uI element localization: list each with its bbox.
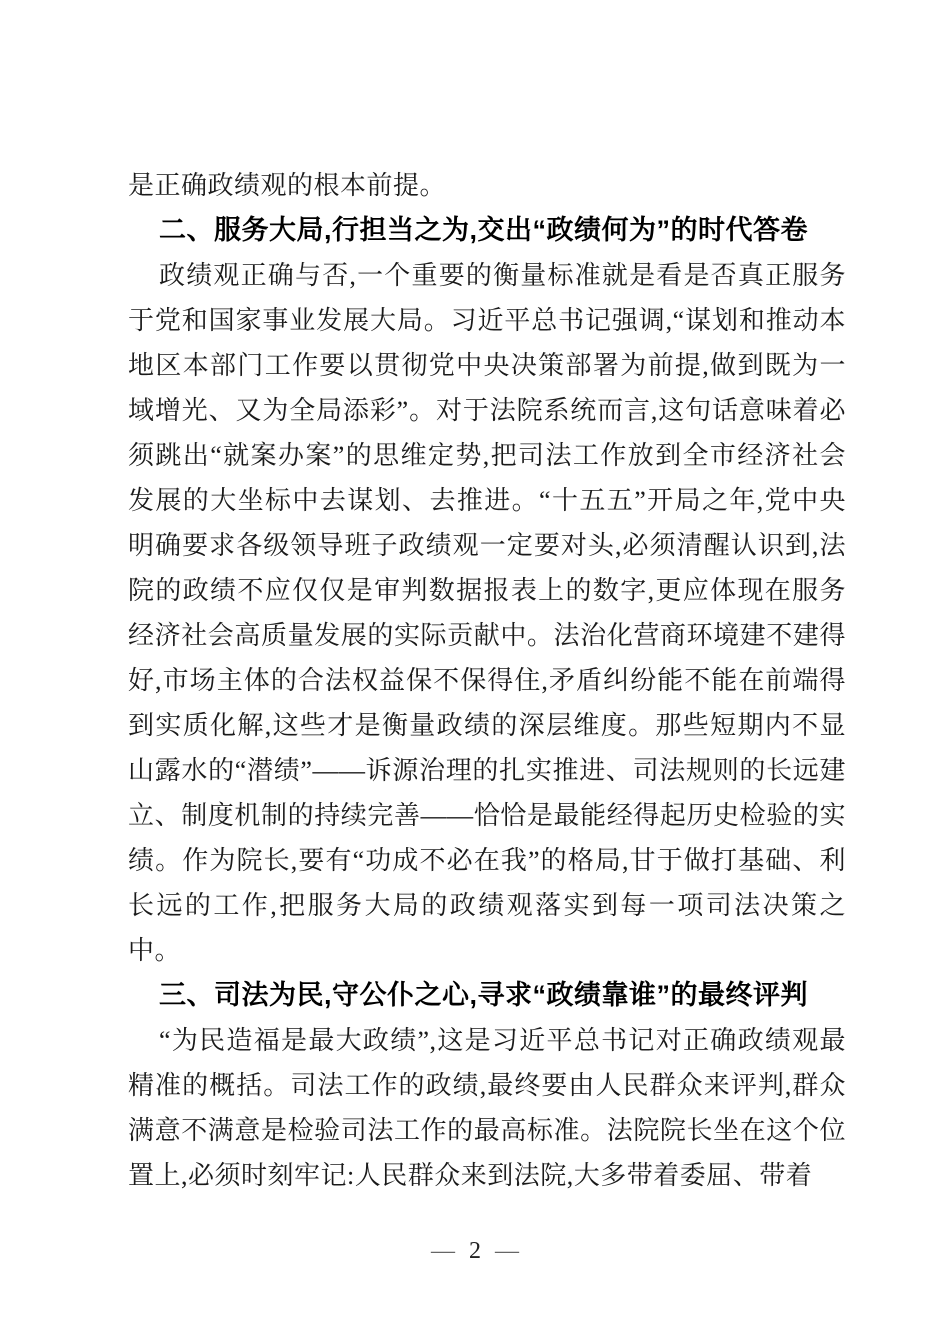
section-heading-3: 三、司法为民,守公仆之心,寻求“政绩靠谁”的最终评判 [159, 980, 809, 1010]
page-footer [0, 1236, 950, 1266]
page-number: 2 [469, 1238, 481, 1264]
section-3-paragraph: “为民造福是最大政绩”,这是习近平总书记对正确政绩观最精准的概括。司法工作的政绩,最终要由人民群众来评判,群众满意不满意是检验司法工作的最高标准。法院院长坐在这个位置上,必须时刻牢记:人民群众来到法院,大多带着委屈、带着 [128, 1026, 846, 1190]
document-body [128, 163, 846, 1198]
section-heading-2: 二、服务大局,行担当之为,交出“政绩何为”的时代答卷 [159, 215, 809, 245]
footer-dash-right: — [495, 1238, 519, 1264]
footer-dash-left: — [431, 1238, 455, 1264]
paragraph-continuation: 是正确政绩观的根本前提。 [128, 171, 447, 200]
section-2-paragraph: 政绩观正确与否,一个重要的衡量标准就是看是否真正服务于党和国家事业发展大局。习近平总书记强调,“谋划和推动本地区本部门工作要以贯彻党中央决策部署为前提,做到既为一域增光、又为全局添彩”。对于法院系统而言,这句话意味着必须跳出“就案办案”的思维定势,把司法工作放到全市经济社会发展的大坐标中去谋划、去推进。“十五五”开局之年,党中央明确要求各级领导班子政绩观一定要对头,必须清醒认识到,法院的政绩不应仅仅是审判数据报表上的数字,更应体现在服务经济社会高质量发展的实际贡献中。法治化营商环境建不建得好,市场主体的合法权益保不保得住,矛盾纠纷能不能在前端得到实质化解,这些才是衡量政绩的深层维度。那些短期内不显山露水的“潜绩”——诉源治理的扎实推进、司法规则的长远建立、制度机制的持续完善——恰恰是最能经得起历史检验的实绩。作为院长,要有“功成不必在我”的格局,甘于做打基础、利长远的工作,把服务大局的政绩观落实到每一项司法决策之中。 [128, 261, 846, 965]
